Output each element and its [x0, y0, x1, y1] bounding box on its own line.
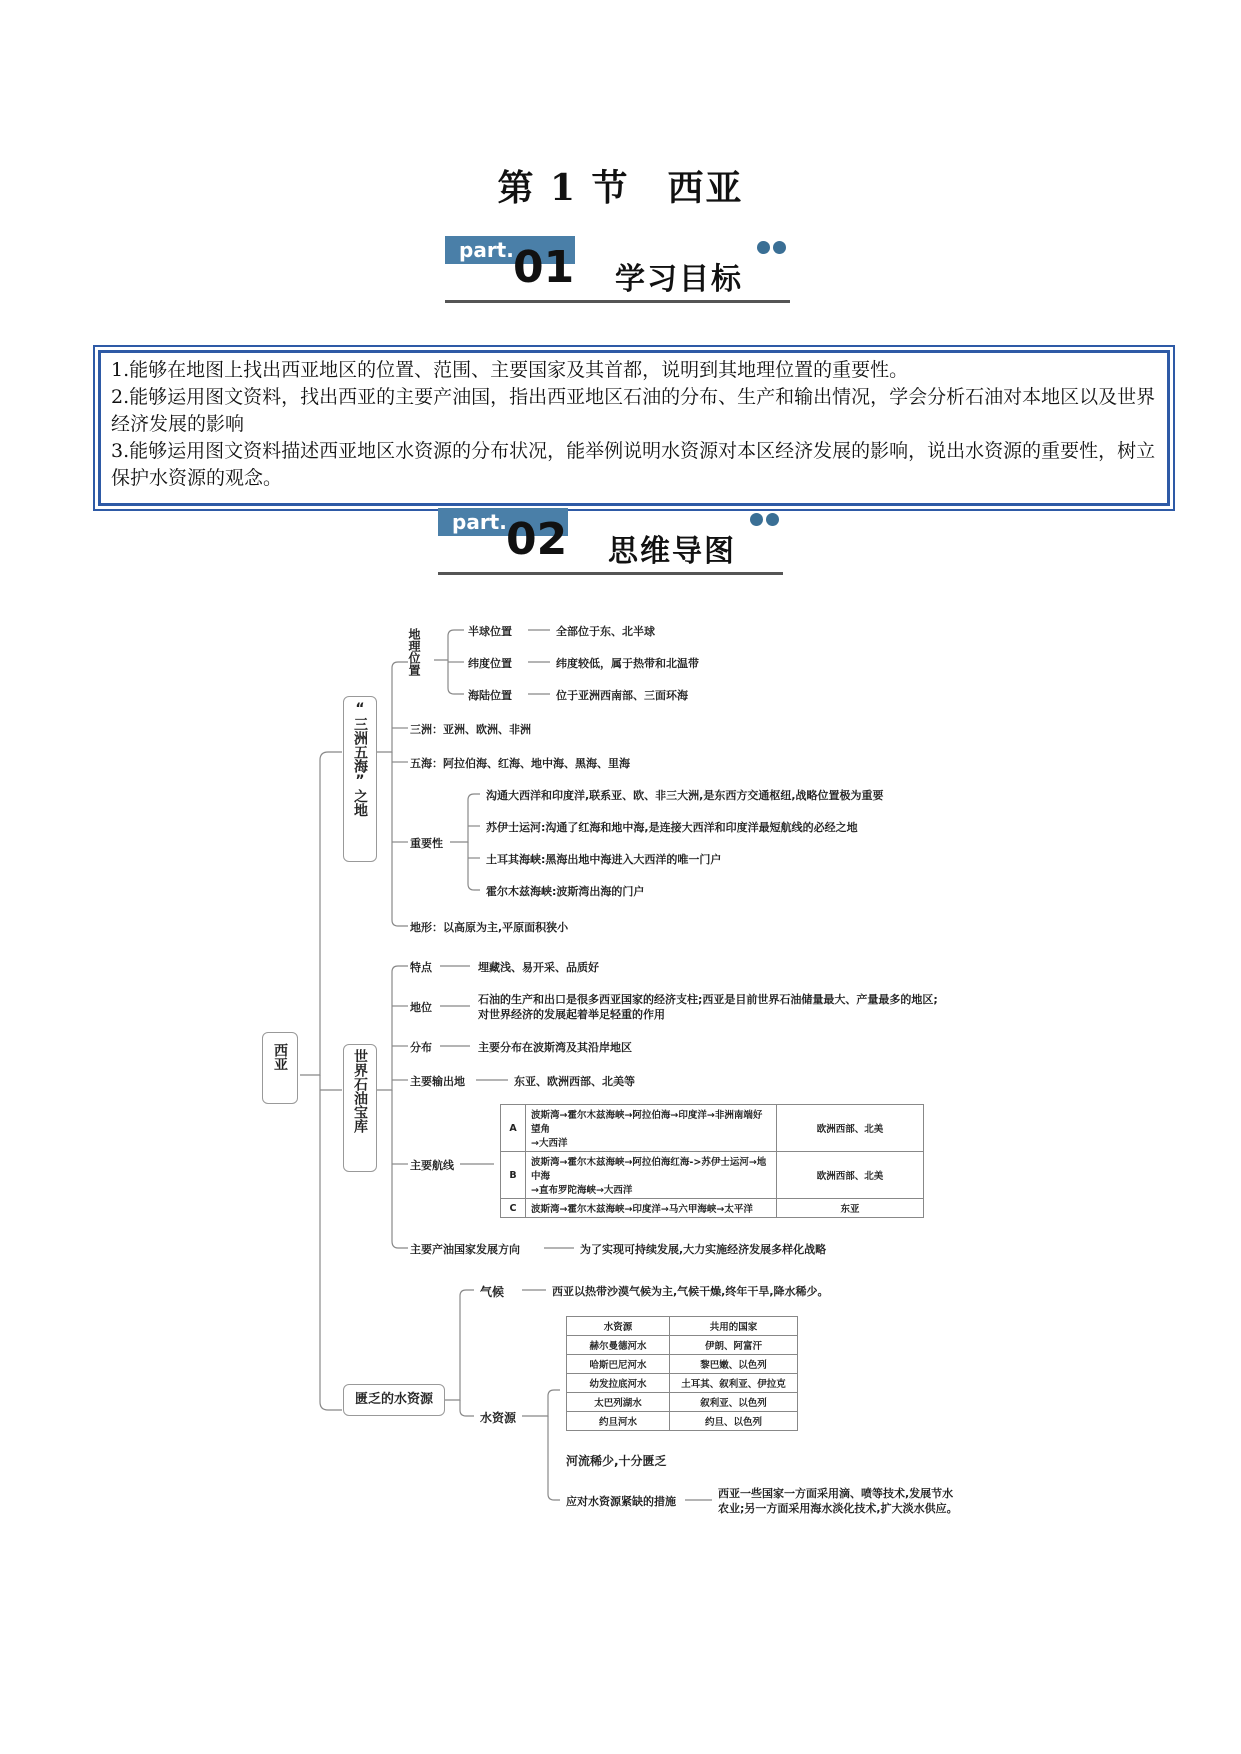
oil-status-key: 地位 [410, 1001, 432, 1014]
page-title: 第 1 节 西亚 [497, 167, 744, 209]
column-header: 水资源 [567, 1317, 670, 1336]
climate-value: 西亚以热带沙漠气候为主,气候干燥,终年干旱,降水稀少。 [552, 1285, 829, 1298]
route-destination: 东亚 [777, 1199, 924, 1218]
measures-value: 农业;另一方面采用海水淡化技术,扩大淡水供应。 [718, 1502, 958, 1515]
route-id: A [501, 1105, 526, 1152]
oil-features-value: 埋藏浅、易开采、品质好 [478, 961, 599, 974]
geo-value: 纬度较低，属于热带和北温带 [556, 657, 699, 670]
route-path: 波斯湾→霍尔木兹海峡→阿拉伯海→印度洋→非洲南端好望角 →大西洋 [526, 1105, 777, 1152]
oil-export-value: 东亚、欧洲西部、北美等 [514, 1075, 635, 1088]
geo-value: 位于亚洲西南部、三面环海 [556, 689, 688, 702]
oil-routes-key: 主要航线 [410, 1159, 454, 1172]
sharing-countries: 土耳其、叙利亚、伊拉克 [670, 1374, 798, 1393]
water-source: 太巴列湖水 [567, 1393, 670, 1412]
water-source: 哈斯巴尼河水 [567, 1355, 670, 1374]
objective-item: 3.能够运用图文资料描述西亚地区水资源的分布状况，能举例说明水资源对本区经济发展的影响，说出水资源的重要性，树立保护水资源的观念。 [111, 440, 1156, 489]
sharing-countries: 叙利亚、以色列 [670, 1393, 798, 1412]
measures-key: 应对水资源紧缺的措施 [566, 1495, 676, 1508]
oil-status-value: 石油的生产和出口是很多西亚国家的经济支柱;西亚是目前世界石油储量最大、产量最多的地区; [478, 993, 938, 1006]
climate-key: 气候 [480, 1285, 505, 1299]
measures-value: 西亚一些国家一方面采用滴、喷等技术,发展节水 [718, 1487, 954, 1500]
branch-oil-treasury: 世界石油宝库 [343, 1044, 377, 1172]
oil-development-key: 主要产油国家发展方向 [410, 1243, 520, 1256]
geo-value: 全部位于东、北半球 [556, 625, 655, 638]
route-id: C [501, 1199, 526, 1218]
table-row [567, 1393, 798, 1412]
part-tag-label: part. [459, 238, 514, 262]
part-number: 01 [513, 242, 575, 293]
oil-distribution-value: 主要分布在波斯湾及其沿岸地区 [478, 1041, 632, 1054]
part-number: 02 [506, 514, 568, 565]
terrain-text: 地形：以高原为主,平原面积狭小 [410, 921, 569, 934]
route-path: 波斯湾→霍尔木兹海峡→印度洋→马六甲海峡→太平洋 [526, 1199, 777, 1218]
oil-routes-table [500, 1104, 924, 1218]
water-source: 约旦河水 [567, 1412, 670, 1431]
table-header-row [567, 1317, 798, 1336]
branch-three-continents-five-seas: “三洲五海”之地 [343, 696, 377, 862]
water-source: 幼发拉底河水 [567, 1374, 670, 1393]
part-tag-label: part. [452, 510, 507, 534]
continents-text: 三洲：亚洲、欧洲、非洲 [410, 723, 531, 736]
sharing-countries: 伊朗、阿富汗 [670, 1336, 798, 1355]
oil-status-value: 对世界经济的发展起着举足轻重的作用 [478, 1008, 665, 1021]
geo-location-label: 地理位置 [407, 628, 421, 676]
table-row [501, 1152, 924, 1199]
route-id: B [501, 1152, 526, 1199]
geo-key: 纬度位置 [468, 657, 512, 670]
oil-export-key: 主要输出地 [410, 1075, 465, 1088]
mindmap-root: 西亚 [262, 1032, 298, 1104]
oil-features-key: 特点 [410, 961, 432, 974]
route-path: 波斯湾→霍尔木兹海峡→阿拉伯海红海->苏伊士运河→地中海 →直布罗陀海峡→大西洋 [526, 1152, 777, 1199]
table-row [501, 1105, 924, 1152]
sharing-countries: 黎巴嫩、以色列 [670, 1355, 798, 1374]
part-title: 学习目标 [615, 262, 743, 297]
importance-item: 霍尔木兹海峡:波斯湾出海的门户 [486, 885, 645, 898]
sharing-countries: 约旦、以色列 [670, 1412, 798, 1431]
table-row [501, 1199, 924, 1218]
importance-label: 重要性 [410, 837, 443, 850]
water-source: 赫尔曼德河水 [567, 1336, 670, 1355]
objective-item: 1.能够在地图上找出西亚地区的位置、范围、主要国家及其首都，说明到其地理位置的重要性。 [111, 359, 909, 381]
objective-item: 2.能够运用图文资料，找出西亚的主要产油国，指出西亚地区石油的分布、生产和输出情况，学会分析石油对本地区以及世界经济发展的影响 [111, 386, 1156, 435]
importance-item: 苏伊士运河:沟通了红海和地中海,是连接大西洋和印度洋最短航线的必经之地 [486, 821, 858, 834]
branch-scarce-water: 匮乏的水资源 [343, 1384, 445, 1416]
rivers-note: 河流稀少,十分匮乏 [566, 1454, 667, 1468]
table-row [567, 1355, 798, 1374]
route-destination: 欧洲西部、北美 [777, 1152, 924, 1199]
water-key: 水资源 [480, 1411, 517, 1425]
column-header: 共用的国家 [670, 1317, 798, 1336]
geo-key: 海陆位置 [468, 689, 512, 702]
route-destination: 欧洲西部、北美 [777, 1105, 924, 1152]
water-sharing-table [566, 1316, 798, 1431]
seas-text: 五海：阿拉伯海、红海、地中海、黑海、里海 [410, 757, 630, 770]
oil-distribution-key: 分布 [410, 1041, 432, 1054]
table-row [567, 1336, 798, 1355]
importance-item: 沟通大西洋和印度洋,联系亚、欧、非三大洲,是东西方交通枢纽,战略位置极为重要 [486, 789, 884, 802]
importance-item: 土耳其海峡:黑海出地中海进入大西洋的唯一门户 [486, 853, 722, 866]
oil-development-value: 为了实现可持续发展,大力实施经济发展多样化战略 [580, 1243, 827, 1256]
geo-key: 半球位置 [468, 625, 512, 638]
table-row [567, 1412, 798, 1431]
part-title: 思维导图 [608, 534, 736, 569]
table-row [567, 1374, 798, 1393]
